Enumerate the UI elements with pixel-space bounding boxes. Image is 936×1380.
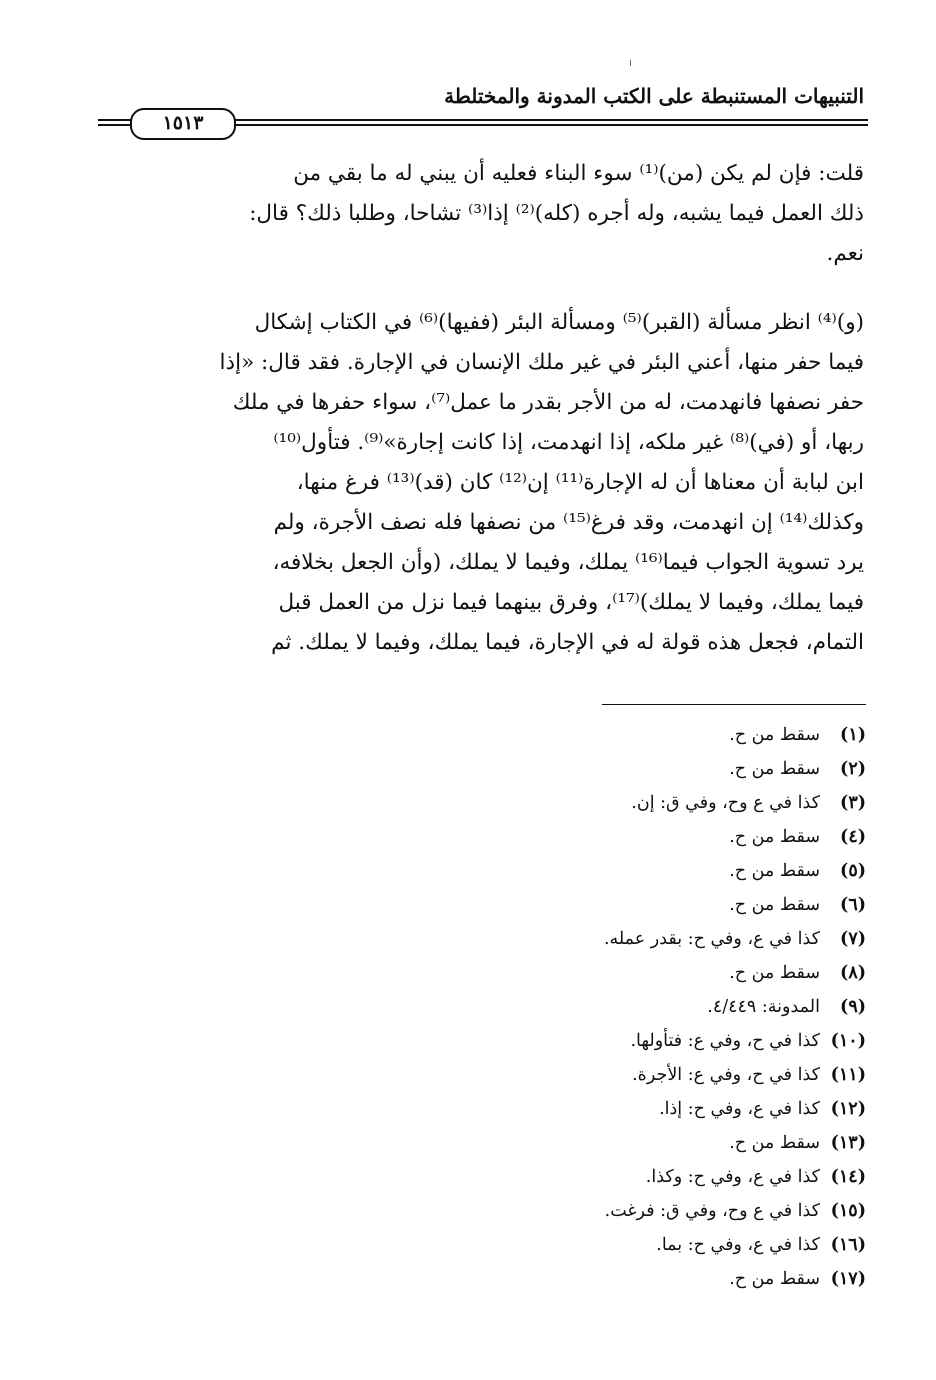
footnote-item (366, 888, 866, 922)
footnote-text: سقط من ح. (729, 759, 820, 779)
page-number-badge: ١٥١٣ (130, 108, 236, 140)
footnote-text: كذا في ح، وفي ع: الأجرة. (632, 1065, 820, 1085)
footnote-text: سقط من ح. (729, 725, 820, 745)
paragraph-line: حفر نصفها فانهدمت، له من الأجر بقدر ما عمل⁽⁷⁾، سواء حفرها في ملك (232, 390, 864, 415)
paragraph-line: يرد تسوية الجواب فيما⁽¹⁶⁾ يملك، وفيما لا يملك، (وأن الجعل بخلافه، (272, 550, 864, 575)
footnote-text: كذا في ع، وفي ح: بما. (656, 1235, 820, 1255)
footnote-item (366, 990, 866, 1024)
header-rule (98, 108, 868, 138)
footnote-number: (١٣) (830, 1133, 866, 1153)
footnote-item (366, 1092, 866, 1126)
footnote-number: (١٦) (830, 1235, 866, 1255)
paragraph-line: ربها، أو (في)⁽⁸⁾ غير ملكه، إذا انهدمت، إذا كانت إجارة»⁽⁹⁾. فتأول⁽¹⁰⁾ (273, 430, 864, 455)
paragraph-line: (و)⁽⁴⁾ انظر مسألة (القبر)⁽⁵⁾ ومسألة البئر (ففيها)⁽⁶⁾ في الكتاب إشكال (254, 310, 864, 335)
footnote-text: كذا في ع، وفي ح: بقدر عمله. (603, 929, 820, 949)
footnote-number: (١١) (830, 1065, 866, 1085)
footnote-item (366, 786, 866, 820)
footnote-text: المدونة: ٤/٤٤٩. (707, 997, 820, 1017)
footnote-number: (١) (840, 725, 866, 745)
footnote-number: (١٧) (830, 1269, 866, 1289)
footnote-number: (٣) (840, 793, 866, 813)
scan-mark (630, 60, 631, 66)
footnote-number: (٩) (840, 997, 866, 1017)
footnote-text: كذا في ع، وفي ح: وكذا. (645, 1167, 820, 1187)
footnote-number: (٨) (840, 963, 866, 983)
footnote-number: (١٢) (830, 1099, 866, 1119)
footnote-text: سقط من ح. (729, 861, 820, 881)
paragraph-line: وكذلك⁽¹⁴⁾ إن انهدمت، وقد فرغ⁽¹⁵⁾ من نصفها فله نصف الأجرة، ولم (273, 510, 864, 535)
footnote-item (366, 1058, 866, 1092)
footnote-item (366, 718, 866, 752)
footnote-item (366, 752, 866, 786)
running-header-title: التنبيهات المستنبطة على الكتب المدونة والمختلطة (444, 84, 864, 108)
paragraph-line: ذلك العمل فيما يشبه، وله أجره (كله)⁽²⁾ إذا⁽³⁾ تشاحا، وطلبا ذلك؟ قال: (249, 201, 864, 226)
footnote-number: (٤) (840, 827, 866, 847)
footnote-item (366, 1194, 866, 1228)
paragraph-line: ابن لبابة أن معناها أن له الإجارة⁽¹¹⁾ إن⁽¹²⁾ كان (قد)⁽¹³⁾ فرغ منها، (296, 470, 864, 495)
paragraph-line: قلت: فإن لم يكن (من)⁽¹⁾ سوء البناء فعليه أن يبني له ما بقي من (293, 161, 864, 186)
footnote-number: (٥) (840, 861, 866, 881)
footnote-item (366, 854, 866, 888)
footnote-text: كذا في ح، وفي ع: فتأولها. (630, 1031, 820, 1051)
footnote-separator (602, 704, 866, 705)
footnote-item (366, 1228, 866, 1262)
paragraph-2 (98, 303, 864, 663)
footnote-text: سقط من ح. (729, 1269, 820, 1289)
footnote-text: سقط من ح. (729, 963, 820, 983)
footnote-text: كذا في ع وح، وفي ق: فرغت. (604, 1201, 820, 1221)
footnote-item (366, 1160, 866, 1194)
footnote-item (366, 1126, 866, 1160)
footnote-item (366, 922, 866, 956)
footnote-text: سقط من ح. (729, 1133, 820, 1153)
footnote-text: كذا في ع، وفي ح: إذا. (659, 1099, 820, 1119)
footnote-text: كذا في ع وح، وفي ق: إن. (631, 793, 820, 813)
footnote-number: (٦) (840, 895, 866, 915)
footnote-number: (١٥) (830, 1201, 866, 1221)
footnote-item (366, 1024, 866, 1058)
footnote-number: (١٠) (830, 1031, 866, 1051)
footnote-number: (٢) (840, 759, 866, 779)
paragraph-line: نعم. (826, 241, 864, 266)
footnotes-list (366, 718, 866, 1296)
footnote-item (366, 1262, 866, 1296)
footnote-text: سقط من ح. (729, 895, 820, 915)
footnote-item (366, 820, 866, 854)
paragraph-1 (98, 154, 864, 274)
footnote-item (366, 956, 866, 990)
footnote-number: (٧) (840, 929, 866, 949)
footnote-text: سقط من ح. (729, 827, 820, 847)
paragraph-line: فيما حفر منها، أعني البئر في غير ملك الإنسان في الإجارة. فقد قال: «إذا (219, 350, 864, 375)
paragraph-line: التمام، فجعل هذه قولة له في الإجارة، فيما يملك، وفيما لا يملك. ثم (271, 630, 864, 655)
footnote-number: (١٤) (830, 1167, 866, 1187)
paragraph-line: فيما يملك، وفيما لا يملك)⁽¹⁷⁾، وفرق بينهما فيما نزل من العمل قبل (278, 590, 864, 615)
